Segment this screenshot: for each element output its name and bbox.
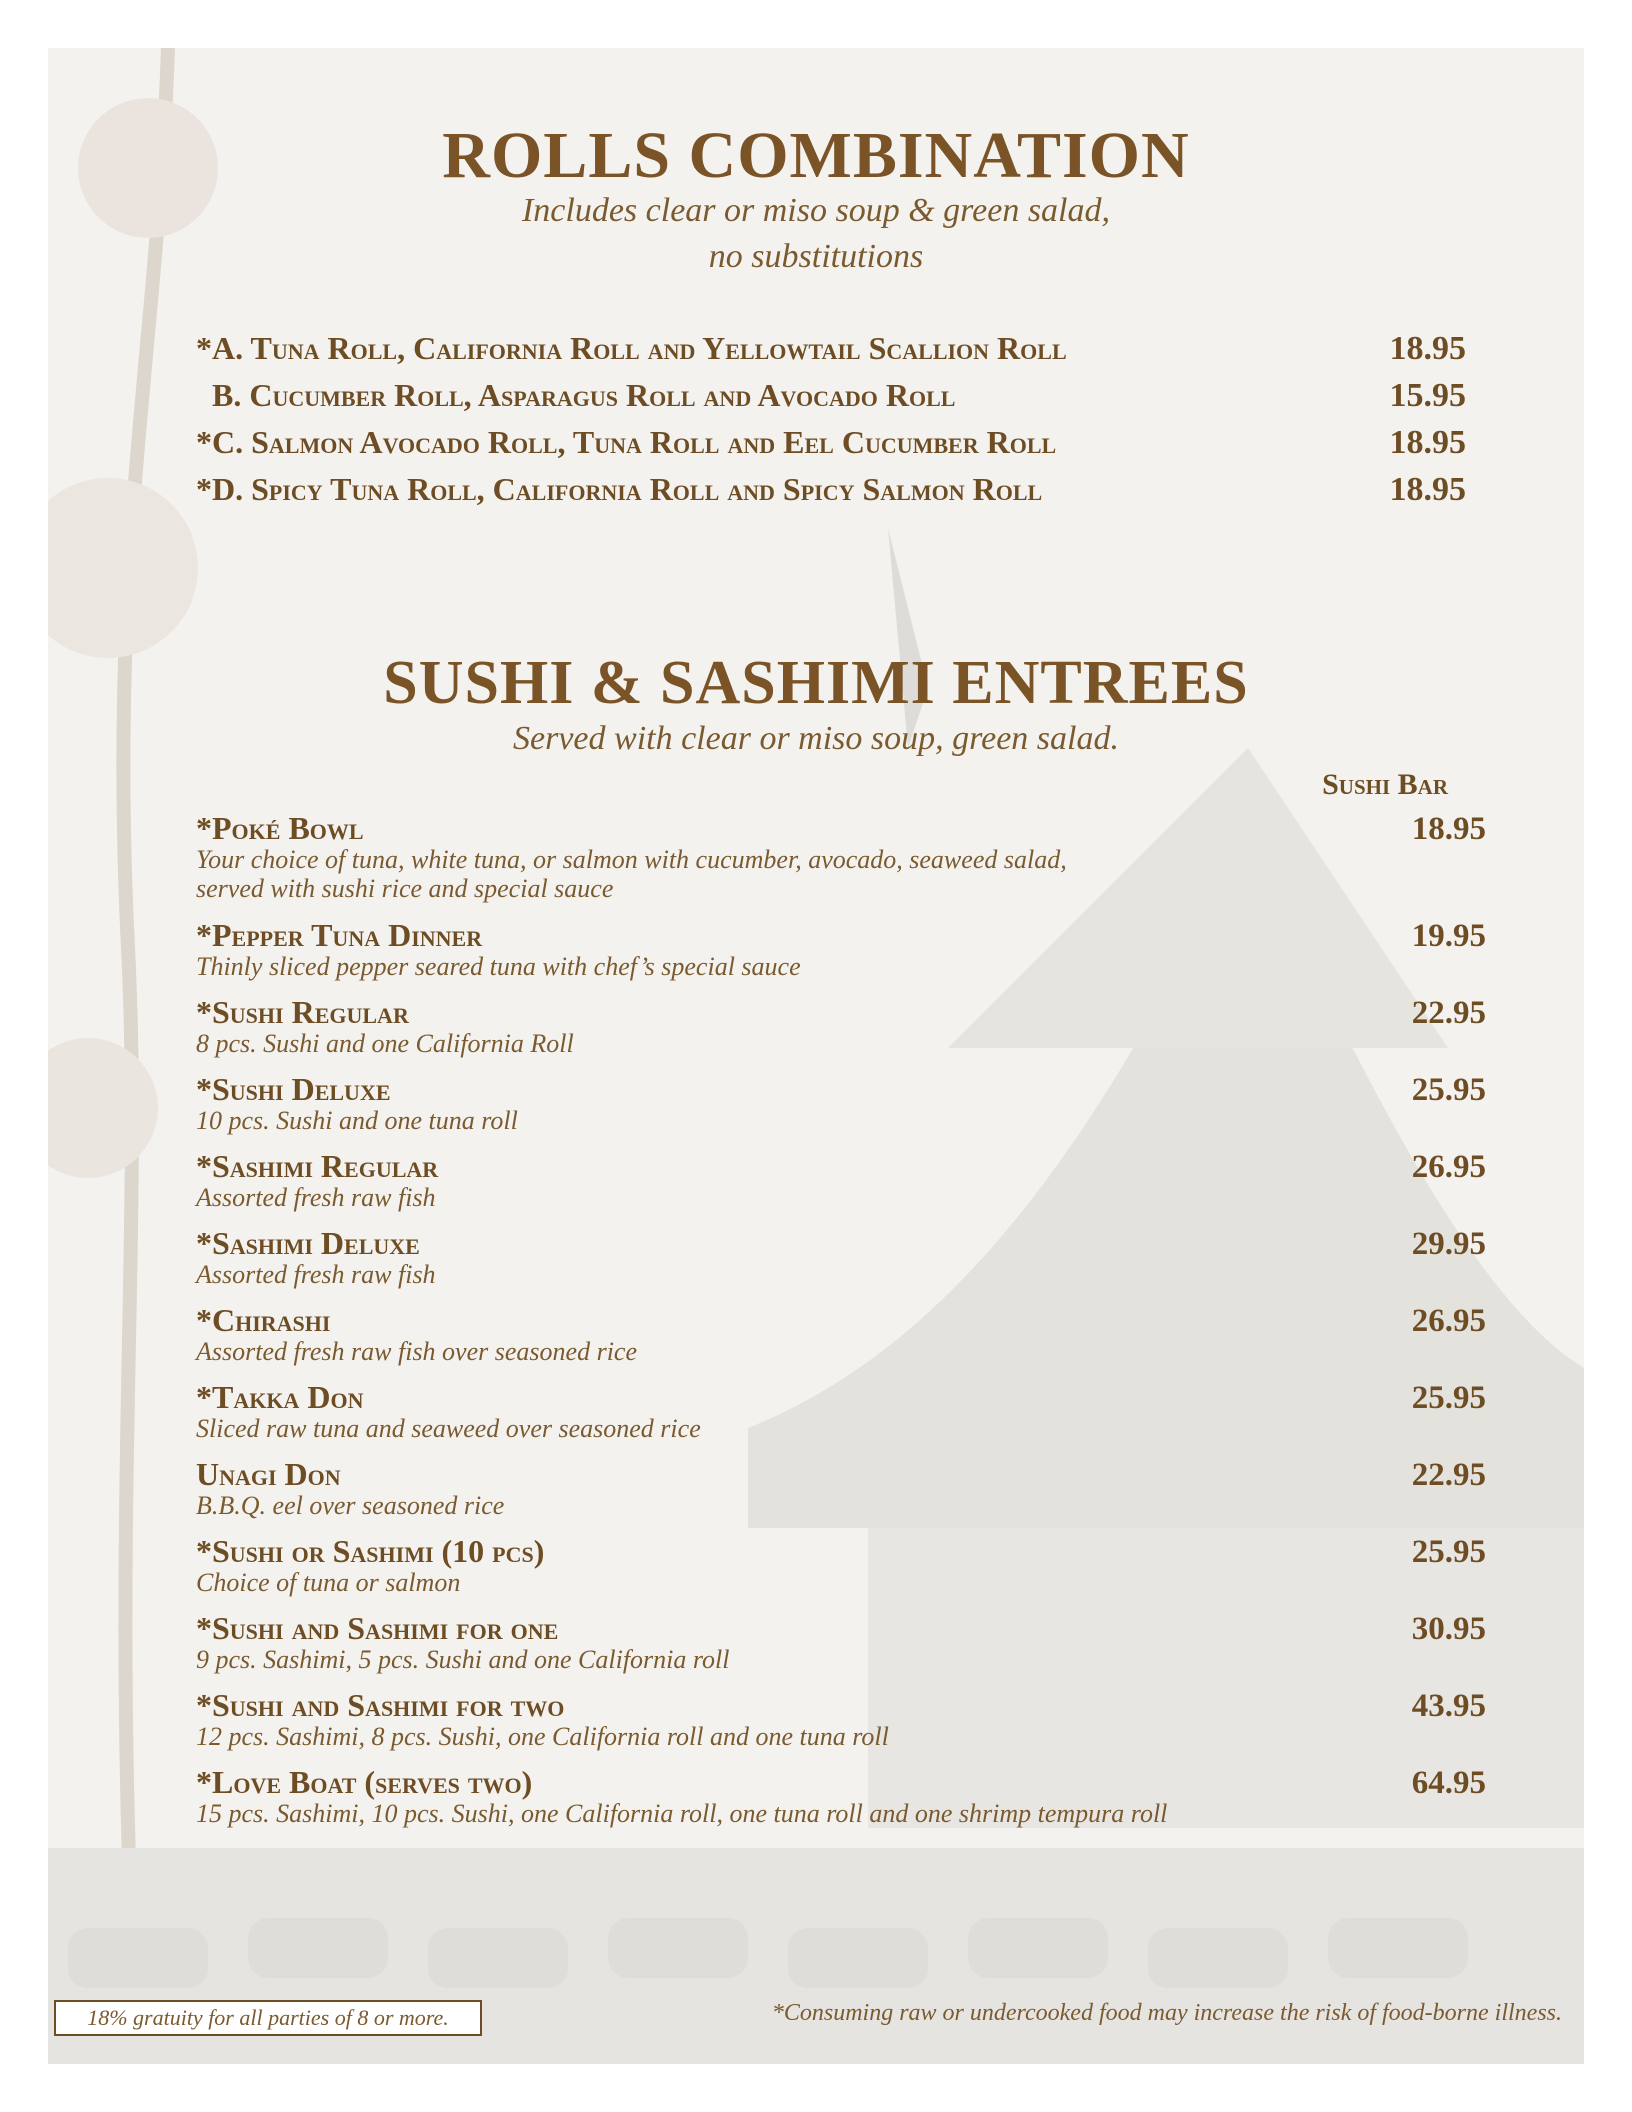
entree-description-line-2: served with sushi rice and special sauce [196,874,614,903]
entree-name: *Sashimi Deluxe [196,1225,420,1261]
entree-name: *Pepper Tuna Dinner [196,917,483,953]
entree-price: 25.95 [1411,1072,1486,1108]
rolls-combination-subtitle-1: Includes clear or miso soup & green salad, [521,192,1110,229]
entree-description: Sliced raw tuna and seaweed over seasoned rice [196,1414,701,1443]
entree-item [196,1303,1486,1366]
entree-name: *Chirashi [196,1302,331,1338]
entree-description: Your choice of tuna, white tuna, or salmon with cucumber, avocado, seaweed salad, [196,845,1067,874]
entree-price: 22.95 [1411,1457,1486,1493]
entree-price: 30.95 [1411,1611,1486,1647]
sushi-sashimi-title: SUSHI & SASHIMI ENTREES [383,649,1249,717]
entree-description: 8 pcs. Sushi and one California Roll [196,1029,574,1058]
combo-item-label: *C. Salmon Avocado Roll, Tuna Roll and Eel Cucumber Roll [196,424,1057,460]
entree-name: *Poké Bowl [196,810,364,846]
entree-item [196,1380,1486,1443]
entree-price: 43.95 [1411,1688,1486,1724]
entree-description: Assorted fresh raw fish over seasoned rice [196,1337,637,1366]
entree-item [196,1534,1486,1597]
entree-item [196,1688,1486,1751]
combo-item-price: 15.95 [1389,377,1466,414]
entree-description: B.B.Q. eel over seasoned rice [196,1491,505,1520]
combo-item-price: 18.95 [1389,424,1466,461]
entree-price: 25.95 [1411,1534,1486,1570]
entree-description: 9 pcs. Sashimi, 5 pcs. Sushi and one California roll [196,1645,730,1674]
entree-description: Choice of tuna or salmon [196,1568,461,1597]
entree-price: 25.95 [1411,1380,1486,1416]
entree-item [196,811,1486,903]
entree-name: *Sushi Regular [196,994,409,1030]
combo-item [196,330,1466,376]
entree-name: *Sushi and Sashimi for two [196,1687,565,1723]
gratuity-notice: 18% gratuity for all parties of 8 or more. [54,2000,482,2036]
entree-name: *Love Boat (serves two) [196,1764,533,1800]
entree-description: 15 pcs. Sashimi, 10 pcs. Sushi, one California roll, one tuna roll and one shrimp tempura roll [196,1799,1168,1828]
combo-item [196,424,1466,470]
entree-name: *Takka Don [196,1379,364,1415]
entree-name: Unagi Don [196,1456,341,1492]
combo-item-label: *A. Tuna Roll, California Roll and Yellowtail Scallion Roll [196,330,1067,366]
entree-name: *Sushi or Sashimi (10 pcs) [196,1533,545,1569]
rolls-combination-title: ROLLS COMBINATION [442,119,1190,192]
combo-item-price: 18.95 [1389,471,1466,508]
entree-item [196,1457,1486,1520]
entree-price: 29.95 [1411,1226,1486,1262]
entree-description: Assorted fresh raw fish [196,1260,436,1289]
entree-item [196,1149,1486,1212]
entree-price: 19.95 [1411,918,1486,954]
entree-price: 26.95 [1411,1149,1486,1185]
entree-item [196,1611,1486,1674]
sushi-bar-column-header: Sushi Bar [1322,768,1448,801]
entree-description: Assorted fresh raw fish [196,1183,436,1212]
entree-item [196,1226,1486,1289]
entree-description: 12 pcs. Sashimi, 8 pcs. Sushi, one California roll and one tuna roll [196,1722,889,1751]
entree-name: *Sushi and Sashimi for one [196,1610,559,1646]
entree-name: *Sushi Deluxe [196,1071,391,1107]
entree-price: 64.95 [1411,1765,1486,1801]
combo-item-price: 18.95 [1389,330,1466,367]
food-safety-warning: *Consuming raw or undercooked food may increase the risk of food-borne illness. [771,2000,1562,2026]
entree-price: 26.95 [1411,1303,1486,1339]
entree-item [196,918,1486,981]
entree-price: 22.95 [1411,995,1486,1031]
entree-price: 18.95 [1411,811,1486,847]
entree-description: 10 pcs. Sushi and one tuna roll [196,1106,518,1135]
combo-item [196,377,1466,423]
combo-item [196,471,1466,517]
combo-item-label: *D. Spicy Tuna Roll, California Roll and Spicy Salmon Roll [196,471,1043,507]
entree-item [196,1072,1486,1135]
entree-name: *Sashimi Regular [196,1148,439,1184]
combo-item-label: B. Cucumber Roll, Asparagus Roll and Avocado Roll [196,377,956,413]
sushi-sashimi-subtitle: Served with clear or miso soup, green salad. [513,720,1119,757]
entree-description: Thinly sliced pepper seared tuna with chef’s special sauce [196,952,801,981]
entree-item [196,995,1486,1058]
entree-item [196,1765,1486,1828]
rolls-combination-subtitle-2: no substitutions [708,238,924,275]
menu-page [48,48,1584,2064]
